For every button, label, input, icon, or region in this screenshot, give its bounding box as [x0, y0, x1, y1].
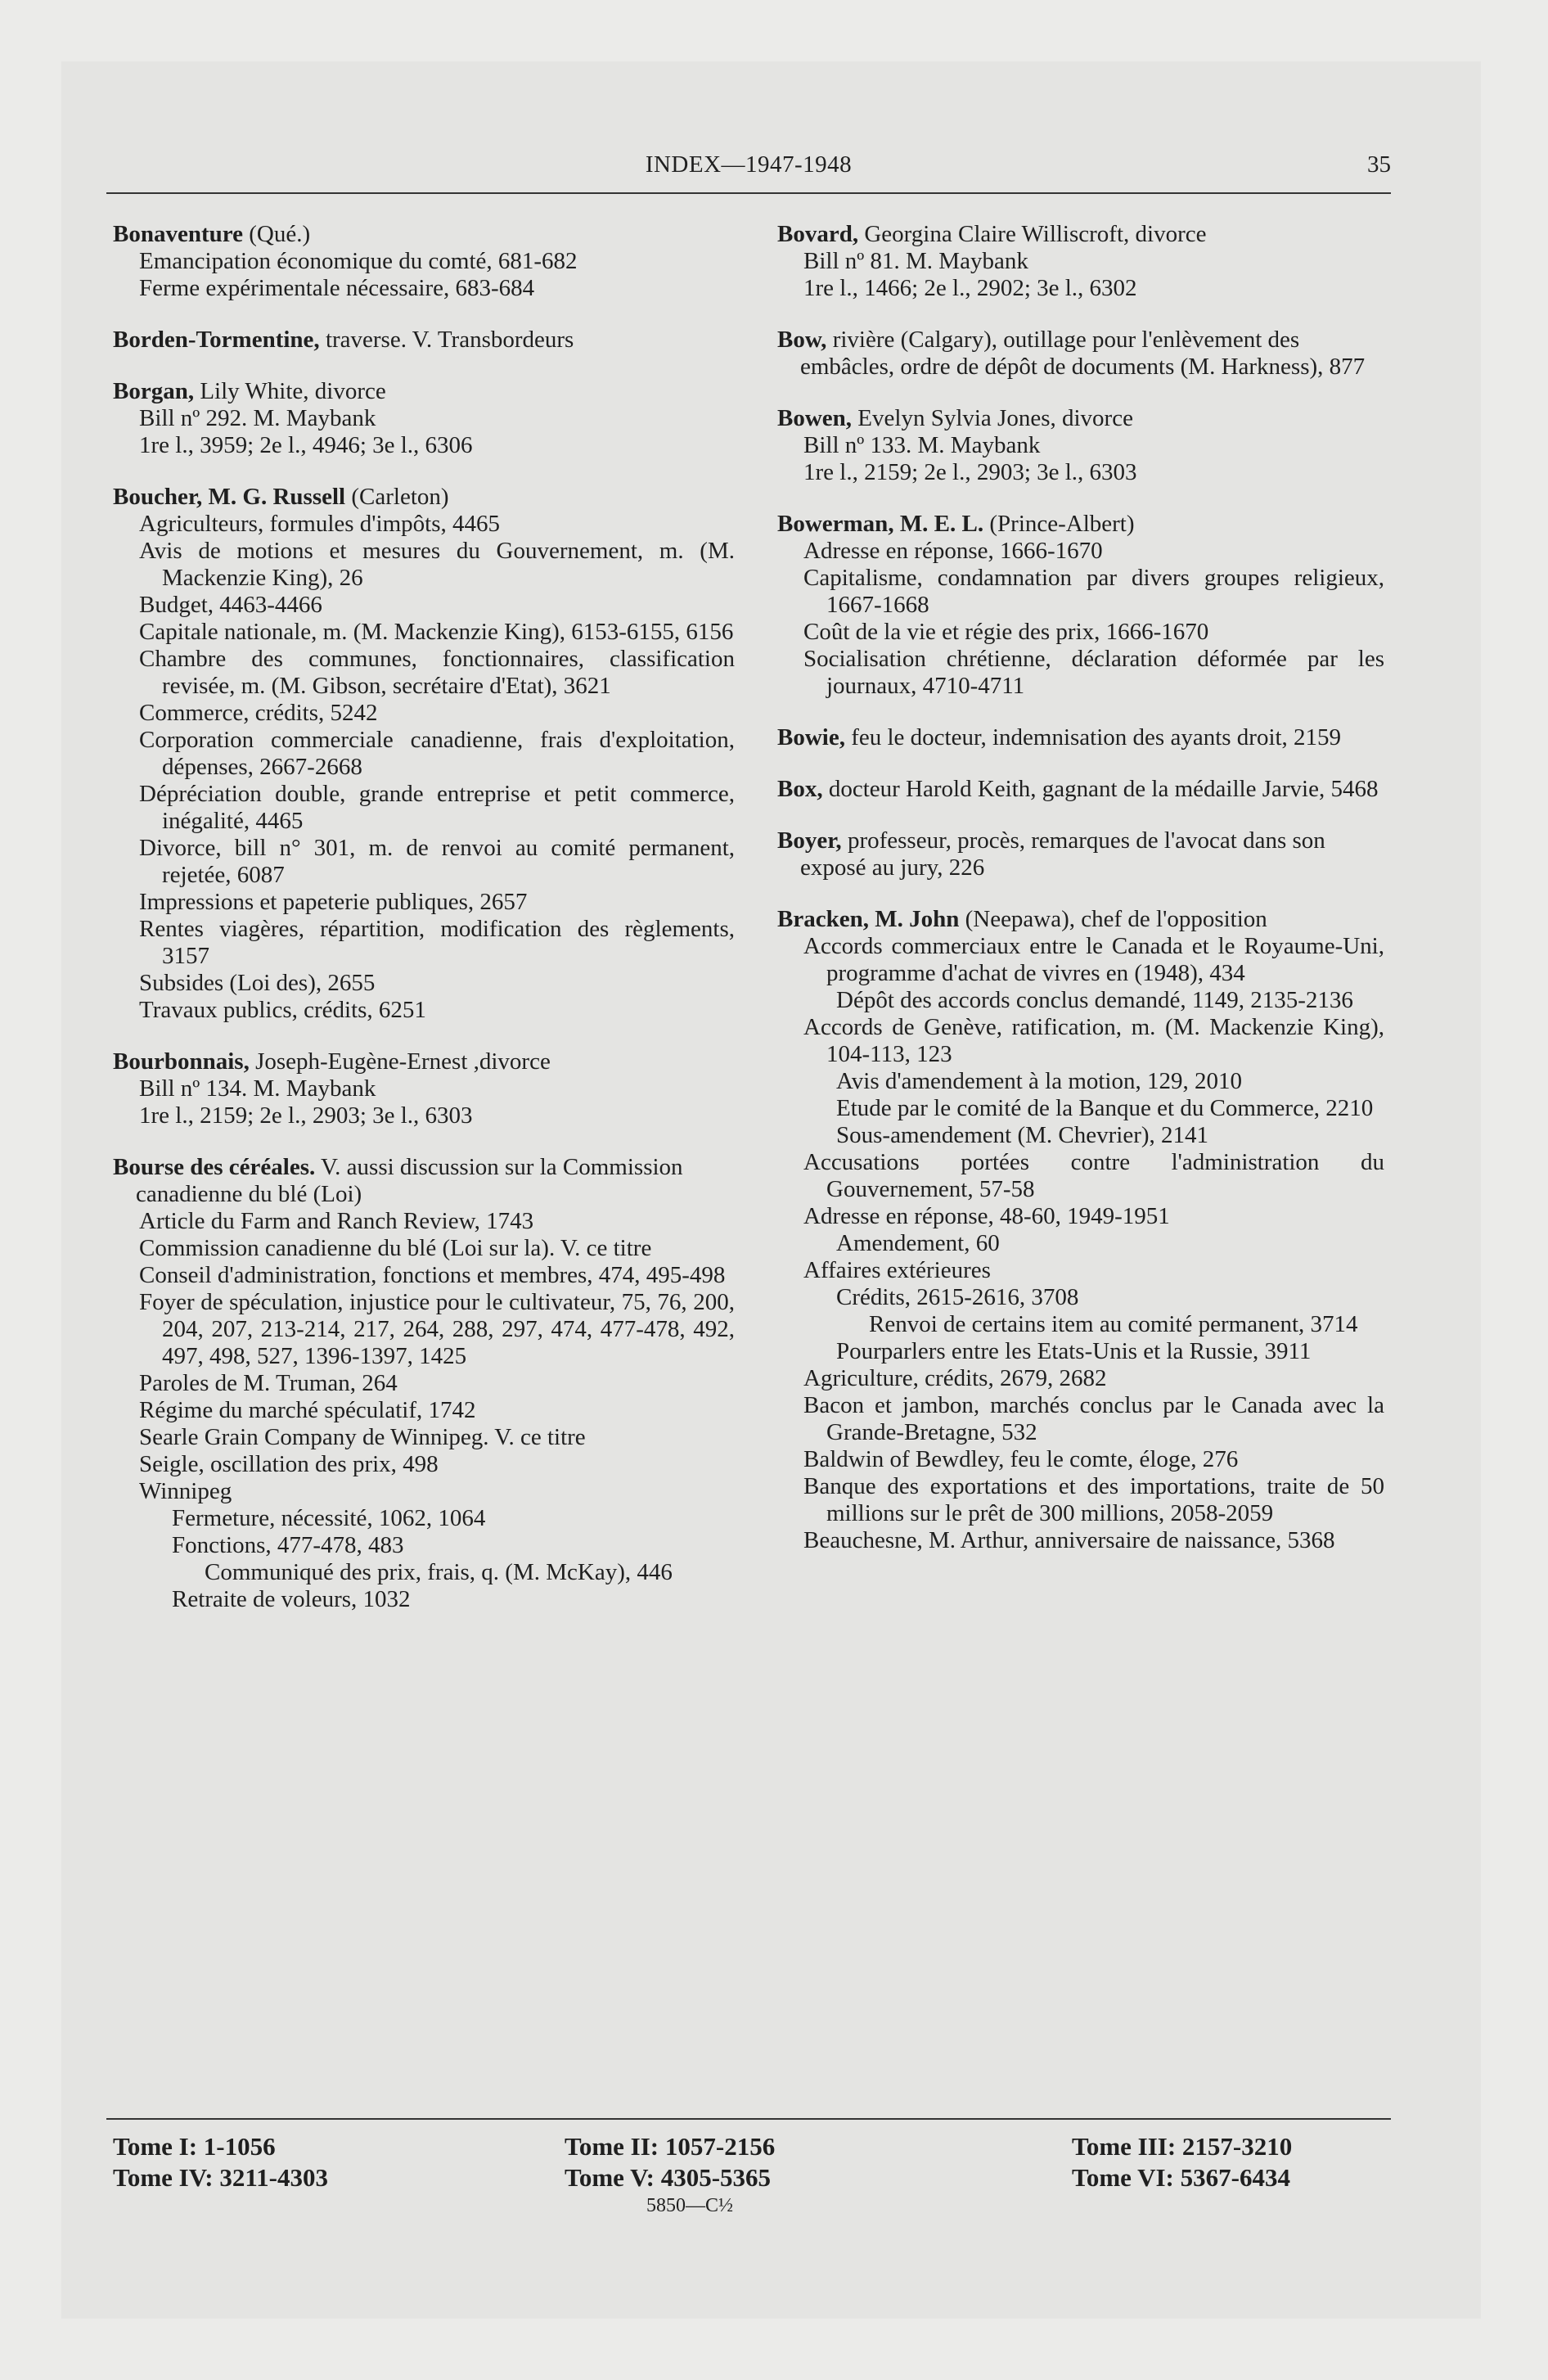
entry-subitem: Accords commerciaux entre le Canada et le Royaume-Uni, programme d'achat de vivres en (1948), 434	[803, 933, 1384, 986]
index-entry	[777, 906, 1384, 1554]
entry-subitem: Renvoi de certains item au comité permanent, 3714	[869, 1311, 1358, 1337]
entry-name: Bovard,	[777, 221, 859, 247]
entry-subitem: Bill nº 134. M. Maybank	[139, 1075, 376, 1102]
entry-heading	[777, 776, 1384, 803]
entry-heading-text: (Prince-Albert)	[983, 511, 1135, 537]
entry-subitem: 1re l., 2159; 2e l., 2903; 3e l., 6303	[803, 459, 1137, 485]
entry-subitem: Paroles de M. Truman, 264	[139, 1370, 398, 1396]
entry-subitem: Commission canadienne du blé (Loi sur la). V. ce titre	[139, 1235, 652, 1261]
footer-divider	[106, 2118, 1391, 2120]
entry-subitem: Rentes viagères, répartition, modification des règlements, 3157	[139, 916, 735, 969]
entry-subitem: Bill nº 133. M. Maybank	[803, 432, 1041, 458]
entry-heading-text: feu le docteur, indemnisation des ayants droit, 2159	[844, 724, 1342, 751]
entry-heading	[777, 221, 1384, 248]
entry-subitem: Winnipeg	[139, 1478, 232, 1504]
entry-heading-text: docteur Harold Keith, gagnant de la médaille Jarvie, 5468	[822, 776, 1379, 802]
entry-subitem: Agriculture, crédits, 2679, 2682	[803, 1365, 1107, 1391]
footer-volume: Tome IV: 3211-4303	[113, 2163, 328, 2192]
entry-heading	[777, 906, 1384, 933]
entry-heading	[113, 221, 735, 248]
entry-subitem: Beauchesne, M. Arthur, anniversaire de naissance, 5368	[803, 1527, 1335, 1553]
entry-subitem: Dépréciation double, grande entreprise et petit commerce, inégalité, 4465	[139, 781, 735, 834]
entry-heading	[777, 511, 1384, 538]
entry-subitem: Ferme expérimentale nécessaire, 683-684	[139, 275, 535, 301]
entry-name: Bowen,	[777, 405, 853, 431]
entry-heading-text: (Carleton)	[345, 484, 449, 510]
entry-subitem: Bacon et jambon, marchés conclus par le Canada avec la Grande-Bretagne, 532	[803, 1392, 1384, 1445]
entry-subitem: Fonctions, 477-478, 483	[172, 1532, 404, 1558]
entry-subitem: Régime du marché spéculatif, 1742	[139, 1397, 476, 1423]
entry-subitem: Amendement, 60	[836, 1230, 1000, 1256]
entry-subitem: Budget, 4463-4466	[139, 592, 322, 618]
footer-volume: Tome II: 1057-2156	[565, 2132, 776, 2161]
footer-volume: Tome VI: 5367-6434	[1072, 2163, 1290, 2192]
entry-subitem: Fermeture, nécessité, 1062, 1064	[172, 1505, 486, 1531]
entry-heading-text: traverse. V. Transbordeurs	[319, 327, 574, 353]
entry-heading	[113, 378, 735, 405]
entry-subitem: Seigle, oscillation des prix, 498	[139, 1451, 439, 1477]
entry-subitem: Pourparlers entre les Etats-Unis et la Russie, 3911	[836, 1338, 1312, 1364]
entry-name: Bowie,	[777, 724, 845, 751]
index-entry	[113, 327, 735, 354]
page-number: 35	[1367, 151, 1391, 178]
entry-name: Bracken, M. John	[777, 906, 960, 932]
index-entry	[777, 724, 1384, 751]
entry-subitem: Socialisation chrétienne, déclaration déformée par les journaux, 4710-4711	[803, 646, 1384, 699]
entry-heading-text: rivière (Calgary), outillage pour l'enlèvement des embâcles, ordre de dépôt de documents (M. Harkness), 877	[800, 327, 1366, 380]
entry-heading-text: Georgina Claire Williscroft, divorce	[858, 221, 1207, 247]
entry-name: Boucher, M. G. Russell	[113, 484, 346, 510]
entry-subitem: Travaux publics, crédits, 6251	[139, 997, 426, 1023]
entry-name: Bonaventure	[113, 221, 243, 247]
entry-heading-text: Joseph-Eugène-Ernest ,divorce	[249, 1048, 551, 1075]
index-column-right	[777, 221, 1384, 1579]
entry-name: Box,	[777, 776, 823, 802]
entry-subitem: 1re l., 2159; 2e l., 2903; 3e l., 6303	[139, 1102, 473, 1129]
entry-subitem: Etude par le comité de la Banque et du Commerce, 2210	[836, 1095, 1374, 1121]
entry-subitem: Accusations portées contre l'administration du Gouvernement, 57-58	[803, 1149, 1384, 1202]
index-entry	[777, 405, 1384, 486]
entry-name: Bow,	[777, 327, 827, 353]
index-entry	[777, 221, 1384, 302]
entry-heading	[777, 327, 1384, 381]
entry-subitem: 1re l., 3959; 2e l., 4946; 3e l., 6306	[139, 432, 473, 458]
entry-subitem: Avis de motions et mesures du Gouvernement, m. (M. Mackenzie King), 26	[139, 538, 735, 591]
entry-subitem: Searle Grain Company de Winnipeg. V. ce titre	[139, 1424, 586, 1450]
entry-heading-text: Lily White, divorce	[194, 378, 386, 404]
entry-subitem: Divorce, bill n° 301, m. de renvoi au comité permanent, rejetée, 6087	[139, 835, 735, 888]
entry-subitem: Foyer de spéculation, injustice pour le cultivateur, 75, 76, 200, 204, 207, 213-214, 217, 264, 288, 297, 474, 477-478, 492, 497, 498, 527, 1396-1397, 1425	[139, 1289, 735, 1369]
entry-heading	[113, 1048, 735, 1075]
entry-subitem: Communiqué des prix, frais, q. (M. McKay), 446	[205, 1559, 673, 1585]
entry-heading	[113, 327, 735, 354]
entry-heading	[777, 827, 1384, 881]
entry-subitem: Commerce, crédits, 5242	[139, 700, 378, 726]
page-title: INDEX—1947-1948	[645, 151, 853, 178]
footer-volumes-2	[565, 2131, 775, 2193]
index-entry	[777, 827, 1384, 881]
entry-subitem: Subsides (Loi des), 2655	[139, 970, 376, 996]
entry-name: Bowerman, M. E. L.	[777, 511, 984, 537]
entry-name: Boyer,	[777, 827, 842, 854]
entry-heading-text: (Qué.)	[242, 221, 311, 247]
entry-name: Borden-Tormentine,	[113, 327, 320, 353]
entry-heading	[113, 484, 735, 511]
entry-subitem: Adresse en réponse, 48-60, 1949-1951	[803, 1203, 1170, 1229]
index-entry	[777, 776, 1384, 803]
entry-subitem: 1re l., 1466; 2e l., 2902; 3e l., 6302	[803, 275, 1137, 301]
index-entry	[113, 484, 735, 1024]
entry-subitem: Baldwin of Bewdley, feu le comte, éloge, 276	[803, 1446, 1239, 1472]
entry-subitem: Affaires extérieures	[803, 1257, 991, 1283]
entry-subitem: Impressions et papeterie publiques, 2657	[139, 889, 528, 915]
index-entry	[113, 1048, 735, 1129]
entry-subitem: Capitale nationale, m. (M. Mackenzie King), 6153-6155, 6156	[139, 619, 734, 645]
entry-subitem: Sous-amendement (M. Chevrier), 2141	[836, 1122, 1209, 1148]
entry-subitem: Chambre des communes, fonctionnaires, classification revisée, m. (M. Gibson, secrétaire d'Etat), 3621	[139, 646, 735, 699]
entry-subitem: Adresse en réponse, 1666-1670	[803, 538, 1103, 564]
footer-volume: Tome III: 2157-3210	[1072, 2132, 1293, 2161]
entry-heading-text: V. aussi discussion sur la Commission canadienne du blé (Loi)	[136, 1154, 683, 1207]
entry-subitem: Capitalisme, condamnation par divers groupes religieux, 1667-1668	[803, 565, 1384, 618]
footer-volume: Tome V: 4305-5365	[565, 2163, 772, 2192]
entry-name: Borgan,	[113, 378, 195, 404]
entry-subitem: Accords de Genève, ratification, m. (M. Mackenzie King), 104-113, 123	[803, 1014, 1384, 1067]
entry-subitem: Agriculteurs, formules d'impôts, 4465	[139, 511, 500, 537]
footer-volumes-1	[113, 2131, 328, 2193]
entry-subitem: Conseil d'administration, fonctions et membres, 474, 495-498	[139, 1262, 726, 1288]
index-entry	[777, 511, 1384, 700]
entry-subitem: Corporation commerciale canadienne, frais d'exploitation, dépenses, 2667-2668	[139, 727, 735, 780]
entry-heading	[113, 1154, 735, 1208]
entry-subitem: Bill nº 292. M. Maybank	[139, 405, 376, 431]
entry-name: Bourbonnais,	[113, 1048, 250, 1075]
entry-heading-text: (Neepawa), chef de l'opposition	[959, 906, 1267, 932]
entry-name: Bourse des céréales.	[113, 1154, 316, 1180]
entry-heading-text: professeur, procès, remarques de l'avocat dans son exposé au jury, 226	[800, 827, 1325, 881]
entry-subitem: Avis d'amendement à la motion, 129, 2010	[836, 1068, 1242, 1094]
entry-subitem: Article du Farm and Ranch Review, 1743	[139, 1208, 534, 1234]
index-entry	[113, 1154, 735, 1613]
entry-subitem: Bill nº 81. M. Maybank	[803, 248, 1028, 274]
entry-subitem: Retraite de voleurs, 1032	[172, 1586, 411, 1612]
entry-heading-text: Evelyn Sylvia Jones, divorce	[852, 405, 1133, 431]
entry-subitem: Emancipation économique du comté, 681-682	[139, 248, 578, 274]
entry-heading	[777, 724, 1384, 751]
entry-subitem: Banque des exportations et des importations, traite de 50 millions sur le prêt de 300 millions, 2058-2059	[803, 1473, 1384, 1526]
index-entry	[777, 327, 1384, 381]
entry-heading	[777, 405, 1384, 432]
footer-volumes-3	[1072, 2131, 1292, 2193]
entry-subitem: Coût de la vie et régie des prix, 1666-1670	[803, 619, 1209, 645]
index-entry	[113, 221, 735, 302]
printer-signature: 5850—C½	[646, 2195, 734, 2216]
index-column-left	[113, 221, 735, 1638]
footer-volume: Tome I: 1-1056	[113, 2132, 276, 2161]
index-entry	[113, 378, 735, 459]
page-header	[106, 151, 1391, 194]
entry-subitem: Dépôt des accords conclus demandé, 1149, 2135-2136	[836, 987, 1353, 1013]
entry-subitem: Crédits, 2615-2616, 3708	[836, 1284, 1079, 1310]
